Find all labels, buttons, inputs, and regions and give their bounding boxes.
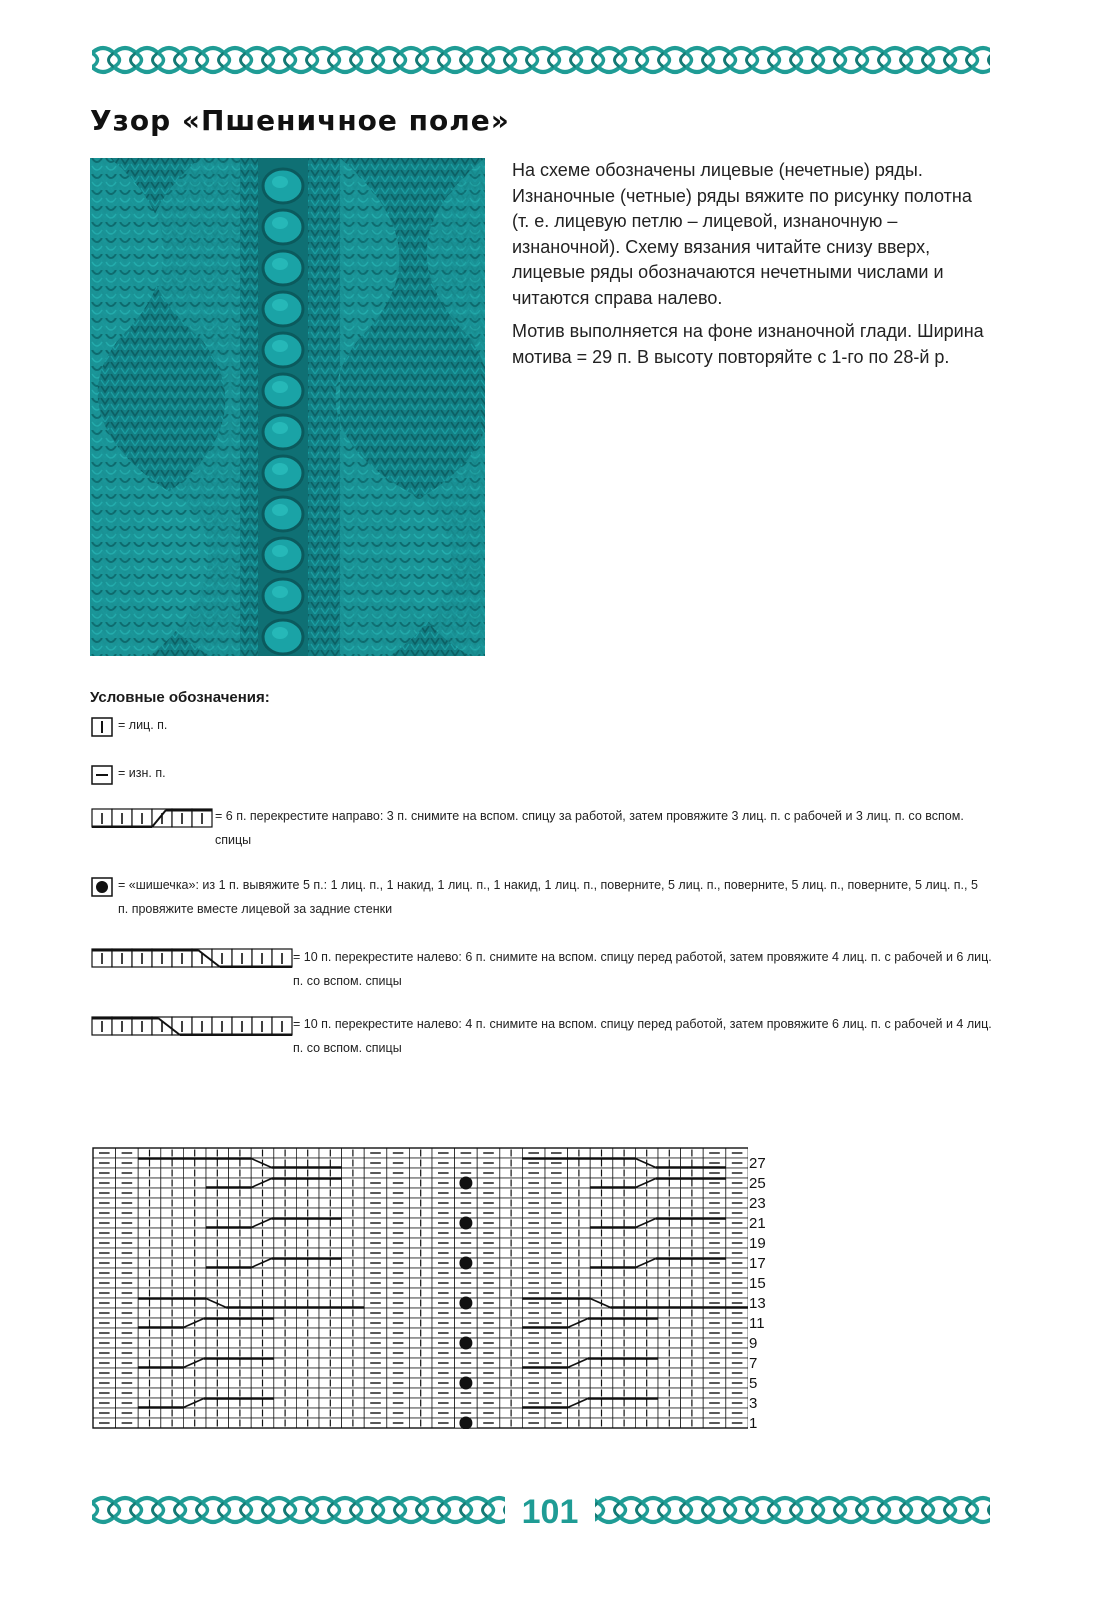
purl-stitch-symbol: [91, 765, 113, 785]
legend-cable-10-left-b: = 10 п. перекрестите налево: 4 п. снимите на вспом. спицу перед работой, затем провяжите 6 лиц. п. с рабочей и 4 лиц. п. со вспом. спицы: [293, 1017, 992, 1055]
row-number-label: 17: [749, 1255, 766, 1272]
row-number-label: 9: [749, 1335, 758, 1352]
row-number-label: 3: [749, 1395, 758, 1412]
row-number-label: 7: [749, 1355, 758, 1372]
row-number-label: 21: [749, 1215, 766, 1232]
row-number-label: 15: [749, 1275, 766, 1292]
row-number-label: 5: [749, 1375, 758, 1392]
legend-cable-10-left-a: = 10 п. перекрестите налево: 6 п. снимите на вспом. спицу перед работой, затем провяжите 4 лиц. п. с рабочей и 6 лиц. п. со вспом. спицы: [293, 950, 992, 988]
intro-paragraph-1: На схеме обозначены лицевые (нечетные) ряды. Изнаночные (четные) ряды вяжите по рисунку полотна (т. е. лицевую петлю – лицевой, изнаночную – изнаночной). Схему вязания читайте снизу вверх, лицевые ряды обозначаются нечетными числами и читаются справа налево.: [512, 160, 972, 308]
knit-stitch-symbol: [91, 717, 113, 737]
cable-10-left-4-symbol: [91, 1016, 293, 1036]
knitting-chart: [92, 1147, 748, 1429]
page-title: Узор «Пшеничное поле»: [90, 104, 510, 137]
celtic-border-top: [92, 45, 990, 75]
page-number: 101: [505, 1490, 595, 1534]
cable-6-right-symbol: [91, 808, 213, 828]
knit-swatch-photo: [90, 158, 485, 656]
row-number-label: 25: [749, 1175, 766, 1192]
row-number-label: 27: [749, 1155, 766, 1172]
intro-paragraph-2: Мотив выполняется на фоне изнаночной глади. Ширина мотива = 29 п. В высоту повторяйте с 1-го по 28-й р.: [512, 321, 984, 367]
cable-10-left-6-symbol: [91, 948, 293, 968]
legend-purl: = изн. п.: [118, 766, 166, 780]
row-number-label: 1: [749, 1415, 758, 1432]
intro-text: [512, 158, 987, 378]
legend-bobble: = «шишечка»: из 1 п. вывяжите 5 п.: 1 лиц. п., 1 накид, 1 лиц. п., 1 накид, 1 лиц. п., поверните, 5 лиц. п., поверните, 5 лиц. п., поверните, 5 лиц. п., 5 п. провяжите вместе лицевой за задние стенки: [118, 878, 978, 916]
legend-knit: = лиц. п.: [118, 718, 168, 732]
row-number-label: 19: [749, 1235, 766, 1252]
row-number-label: 11: [749, 1315, 765, 1332]
row-number-label: 23: [749, 1195, 766, 1212]
legend-title: Условные обозначения:: [90, 689, 270, 706]
row-number-label: 13: [749, 1295, 766, 1312]
legend-cable-6-right: = 6 п. перекрестите направо: 3 п. снимите на вспом. спицу за работой, затем провяжите 3 лиц. п. с рабочей и 3 лиц. п. со вспом. спицы: [215, 809, 964, 847]
bobble-symbol: [91, 877, 113, 897]
